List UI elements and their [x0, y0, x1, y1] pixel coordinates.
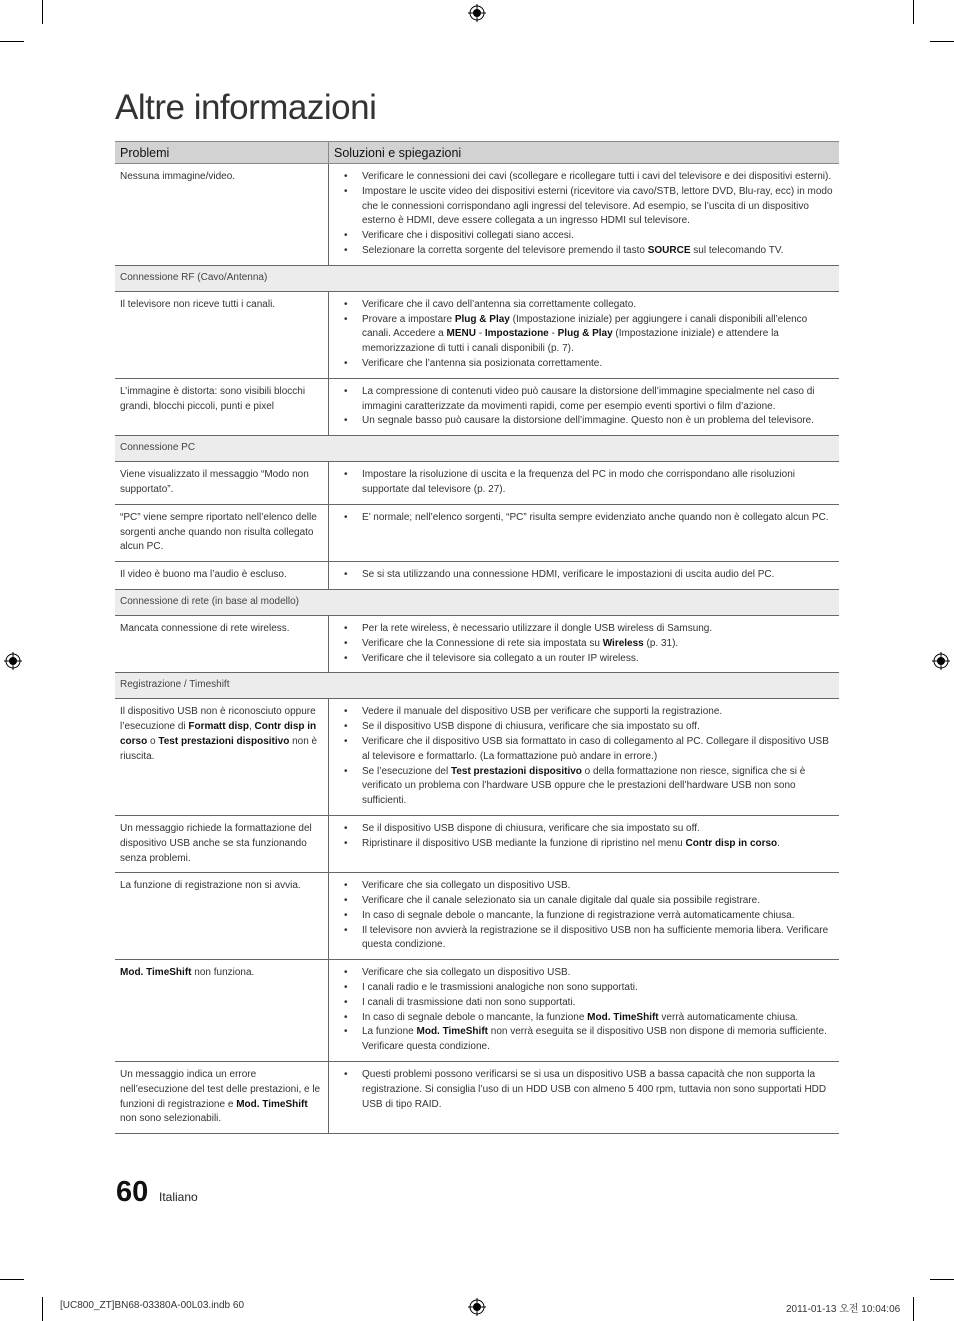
solution-item: • Verificare che il dispositivo USB sia formattato in caso di collegamento al PC. Collegare il dispositivo USB al televisore e formattarlo. (La formattazione può andare in errore.): [334, 735, 834, 765]
solution-item: • Impostare la risoluzione di uscita e la frequenza del PC in modo che corrispondano alle risoluzioni supportate dal televisore (p. 27).: [334, 468, 834, 498]
page-title: Altre informazioni: [115, 88, 377, 127]
category-row: [115, 589, 839, 615]
category-row: [115, 265, 839, 291]
solution-item: • I canali radio e le trasmissioni analogiche non sono supportati.: [334, 981, 834, 996]
registration-mark-icon: [468, 4, 486, 22]
solution-item: • Provare a impostare Plug & Play (Impostazione iniziale) per aggiungere i canali disponibili all’elenco canali. Accedere a MENU - Impostazione - Plug & Play (Impostazione iniziale) e attendere la memorizzazione di tutti i canali disponibili (p. 7).: [334, 313, 834, 357]
problem-cell: Un messaggio indica un errore nell’esecuzione del test delle prestazioni, e le funzioni di registrazione e Mod. TimeShift non sono selezionabili.: [115, 1062, 329, 1134]
solution-list: [334, 705, 834, 809]
table-row: [115, 462, 839, 505]
problem-cell: Un messaggio richiede la formattazione del dispositivo USB anche se sta funzionando senza problemi.: [115, 815, 329, 872]
category-label: Connessione PC: [115, 436, 839, 462]
solution-item: • Verificare che sia collegato un dispositivo USB.: [334, 966, 834, 981]
solution-item: • Verificare che sia collegato un dispositivo USB.: [334, 879, 834, 894]
print-file-info: [UC800_ZT]BN68-03380A-00L03.indb 60: [60, 1300, 245, 1311]
category-label: Connessione di rete (in base al modello): [115, 589, 839, 615]
problem-cell: L’immagine è distorta: sono visibili blocchi grandi, blocchi piccoli, punti e pixel: [115, 378, 329, 435]
solution-item: • Verificare che i dispositivi collegati siano accesi.: [334, 229, 834, 244]
table-header-row: [115, 142, 839, 164]
solution-list: [334, 568, 834, 583]
print-timestamp: 2011-01-13 오전 10:04:06: [786, 1304, 901, 1315]
solution-list: [334, 511, 834, 526]
solution-cell: [329, 699, 840, 816]
solution-item: • Se si sta utilizzando una connessione HDMI, verificare le impostazioni di uscita audio del PC.: [334, 568, 834, 583]
problem-cell: Viene visualizzato il messaggio “Modo non supportato”.: [115, 462, 329, 505]
solution-list: [334, 298, 834, 372]
table-row: [115, 815, 839, 872]
solution-item: • Ripristinare il dispositivo USB mediante la funzione di ripristino nel menu Contr disp in corso.: [334, 837, 834, 852]
table-row: [115, 164, 839, 266]
solution-item: • Se l’esecuzione del Test prestazioni dispositivo o della formattazione non riesce, significa che si è verificato un problema con l’hardware USB oppure che le prestazioni dell’hardware USB non sono sufficienti.: [334, 765, 834, 809]
solution-list: [334, 385, 834, 429]
solution-item: • E’ normale; nell’elenco sorgenti, “PC” risulta sempre evidenziato anche quando non è collegato alcun PC.: [334, 511, 834, 526]
header-problems: Problemi: [115, 142, 329, 164]
solution-item: • Impostare le uscite video dei dispositivi esterni (ricevitore via cavo/STB, lettore DVD, Blu-ray, ecc) in modo che le connessioni corrispondano agli ingressi del televisore. Ad esempio, se l’uscita di un dispositivo esterno è HDMI, deve essere collegata a un ingresso HDMI sul televisore.: [334, 185, 834, 229]
table-row: [115, 960, 839, 1062]
solution-list: [334, 1068, 834, 1112]
problem-cell: Il televisore non riceve tutti i canali.: [115, 291, 329, 378]
solution-cell: [329, 1062, 840, 1134]
table-row: [115, 1062, 839, 1134]
crop-mark: [913, 1297, 914, 1321]
category-row: [115, 673, 839, 699]
table-row: [115, 699, 839, 816]
table-row: [115, 873, 839, 960]
table-row: [115, 504, 839, 561]
category-row: [115, 436, 839, 462]
solution-cell: [329, 562, 840, 590]
solution-cell: [329, 873, 840, 960]
problem-cell: “PC” viene sempre riportato nell’elenco delle sorgenti anche quando non risulta collegato alcun PC.: [115, 504, 329, 561]
crop-mark: [0, 1279, 24, 1280]
crop-mark: [930, 1279, 954, 1280]
table-row: [115, 378, 839, 435]
table-row: [115, 291, 839, 378]
table-body: [115, 164, 839, 1134]
solution-item: • Verificare che il televisore sia collegato a un router IP wireless.: [334, 652, 834, 667]
solution-item: • Verificare le connessioni dei cavi (scollegare e ricollegare tutti i cavi del televisore e dei dispositivi esterni).: [334, 170, 834, 185]
solution-item: • In caso di segnale debole o mancante, la funzione Mod. TimeShift verrà automaticamente chiusa.: [334, 1011, 834, 1026]
crop-mark: [42, 0, 43, 24]
solution-item: • Verificare che il canale selezionato sia un canale digitale dal quale sia possibile registrare.: [334, 894, 834, 909]
page-number: 60: [116, 1176, 149, 1208]
solution-item: • Selezionare la corretta sorgente del televisore premendo il tasto SOURCE sul telecomando TV.: [334, 244, 834, 259]
solution-item: • La funzione Mod. TimeShift non verrà eseguita se il dispositivo USB non dispone di memoria sufficiente. Verificare questa condizione.: [334, 1025, 834, 1055]
solution-item: • Il televisore non avvierà la registrazione se il dispositivo USB non ha sufficiente memoria libera. Verificare questa condizione.: [334, 924, 834, 954]
registration-mark-icon: [4, 652, 22, 670]
problem-cell: Mod. TimeShift non funziona.: [115, 960, 329, 1062]
crop-mark: [930, 41, 954, 42]
solution-item: • Se il dispositivo USB dispone di chiusura, verificare che sia impostato su off.: [334, 720, 834, 735]
header-solutions: Soluzioni e spiegazioni: [329, 142, 840, 164]
crop-mark: [913, 0, 914, 24]
solution-item: • La compressione di contenuti video può causare la distorsione dell’immagine specialmente nel caso di immagini caratterizzate da movimenti rapidi, come per esempio eventi sportivi o film d’azione.: [334, 385, 834, 415]
category-label: Registrazione / Timeshift: [115, 673, 839, 699]
solution-item: • In caso di segnale debole o mancante, la funzione di registrazione verrà automaticamente chiusa.: [334, 909, 834, 924]
solution-cell: [329, 378, 840, 435]
category-label: Connessione RF (Cavo/Antenna): [115, 265, 839, 291]
solution-item: • Vedere il manuale del dispositivo USB per verificare che supporti la registrazione.: [334, 705, 834, 720]
solution-item: • Verificare che l’antenna sia posizionata correttamente.: [334, 357, 834, 372]
problem-cell: Il video è buono ma l’audio è escluso.: [115, 562, 329, 590]
registration-mark-icon: [932, 652, 950, 670]
solution-list: [334, 822, 834, 852]
troubleshooting-table: [115, 141, 839, 1134]
registration-mark-icon: [468, 1298, 486, 1316]
solution-item: • Un segnale basso può causare la distorsione dell’immagine. Questo non è un problema del televisore.: [334, 414, 834, 429]
solution-cell: [329, 291, 840, 378]
solution-list: [334, 966, 834, 1055]
problem-cell: Mancata connessione di rete wireless.: [115, 615, 329, 672]
solution-cell: [329, 504, 840, 561]
solution-item: • Per la rete wireless, è necessario utilizzare il dongle USB wireless di Samsung.: [334, 622, 834, 637]
solution-cell: [329, 960, 840, 1062]
solution-list: [334, 879, 834, 953]
solution-cell: [329, 815, 840, 872]
solution-item: • Verificare che la Connessione di rete sia impostata su Wireless (p. 31).: [334, 637, 834, 652]
crop-mark: [42, 1297, 43, 1321]
problem-cell: Il dispositivo USB non è riconosciuto oppure l’esecuzione di Formatt disp, Contr disp in corso o Test prestazioni dispositivo non è riuscita.: [115, 699, 329, 816]
solution-list: [334, 170, 834, 259]
table-row: [115, 562, 839, 590]
solution-cell: [329, 164, 840, 266]
solution-item: • Se il dispositivo USB dispone di chiusura, verificare che sia impostato su off.: [334, 822, 834, 837]
solution-list: [334, 468, 834, 498]
solution-cell: [329, 615, 840, 672]
language-label: Italiano: [159, 1190, 198, 1204]
solution-list: [334, 622, 834, 666]
problem-cell: Nessuna immagine/video.: [115, 164, 329, 266]
solution-item: • I canali di trasmissione dati non sono supportati.: [334, 996, 834, 1011]
solution-item: • Verificare che il cavo dell’antenna sia correttamente collegato.: [334, 298, 834, 313]
problem-cell: La funzione di registrazione non si avvia.: [115, 873, 329, 960]
solution-item: • Questi problemi possono verificarsi se si usa un dispositivo USB a bassa capacità che non supporta la registrazione. Si consiglia l’uso di un HDD USB con almeno 5 400 rpm, tuttavia non sono supportati HDD USB di tipo RAID.: [334, 1068, 834, 1112]
crop-mark: [0, 41, 24, 42]
table-row: [115, 615, 839, 672]
solution-cell: [329, 462, 840, 505]
